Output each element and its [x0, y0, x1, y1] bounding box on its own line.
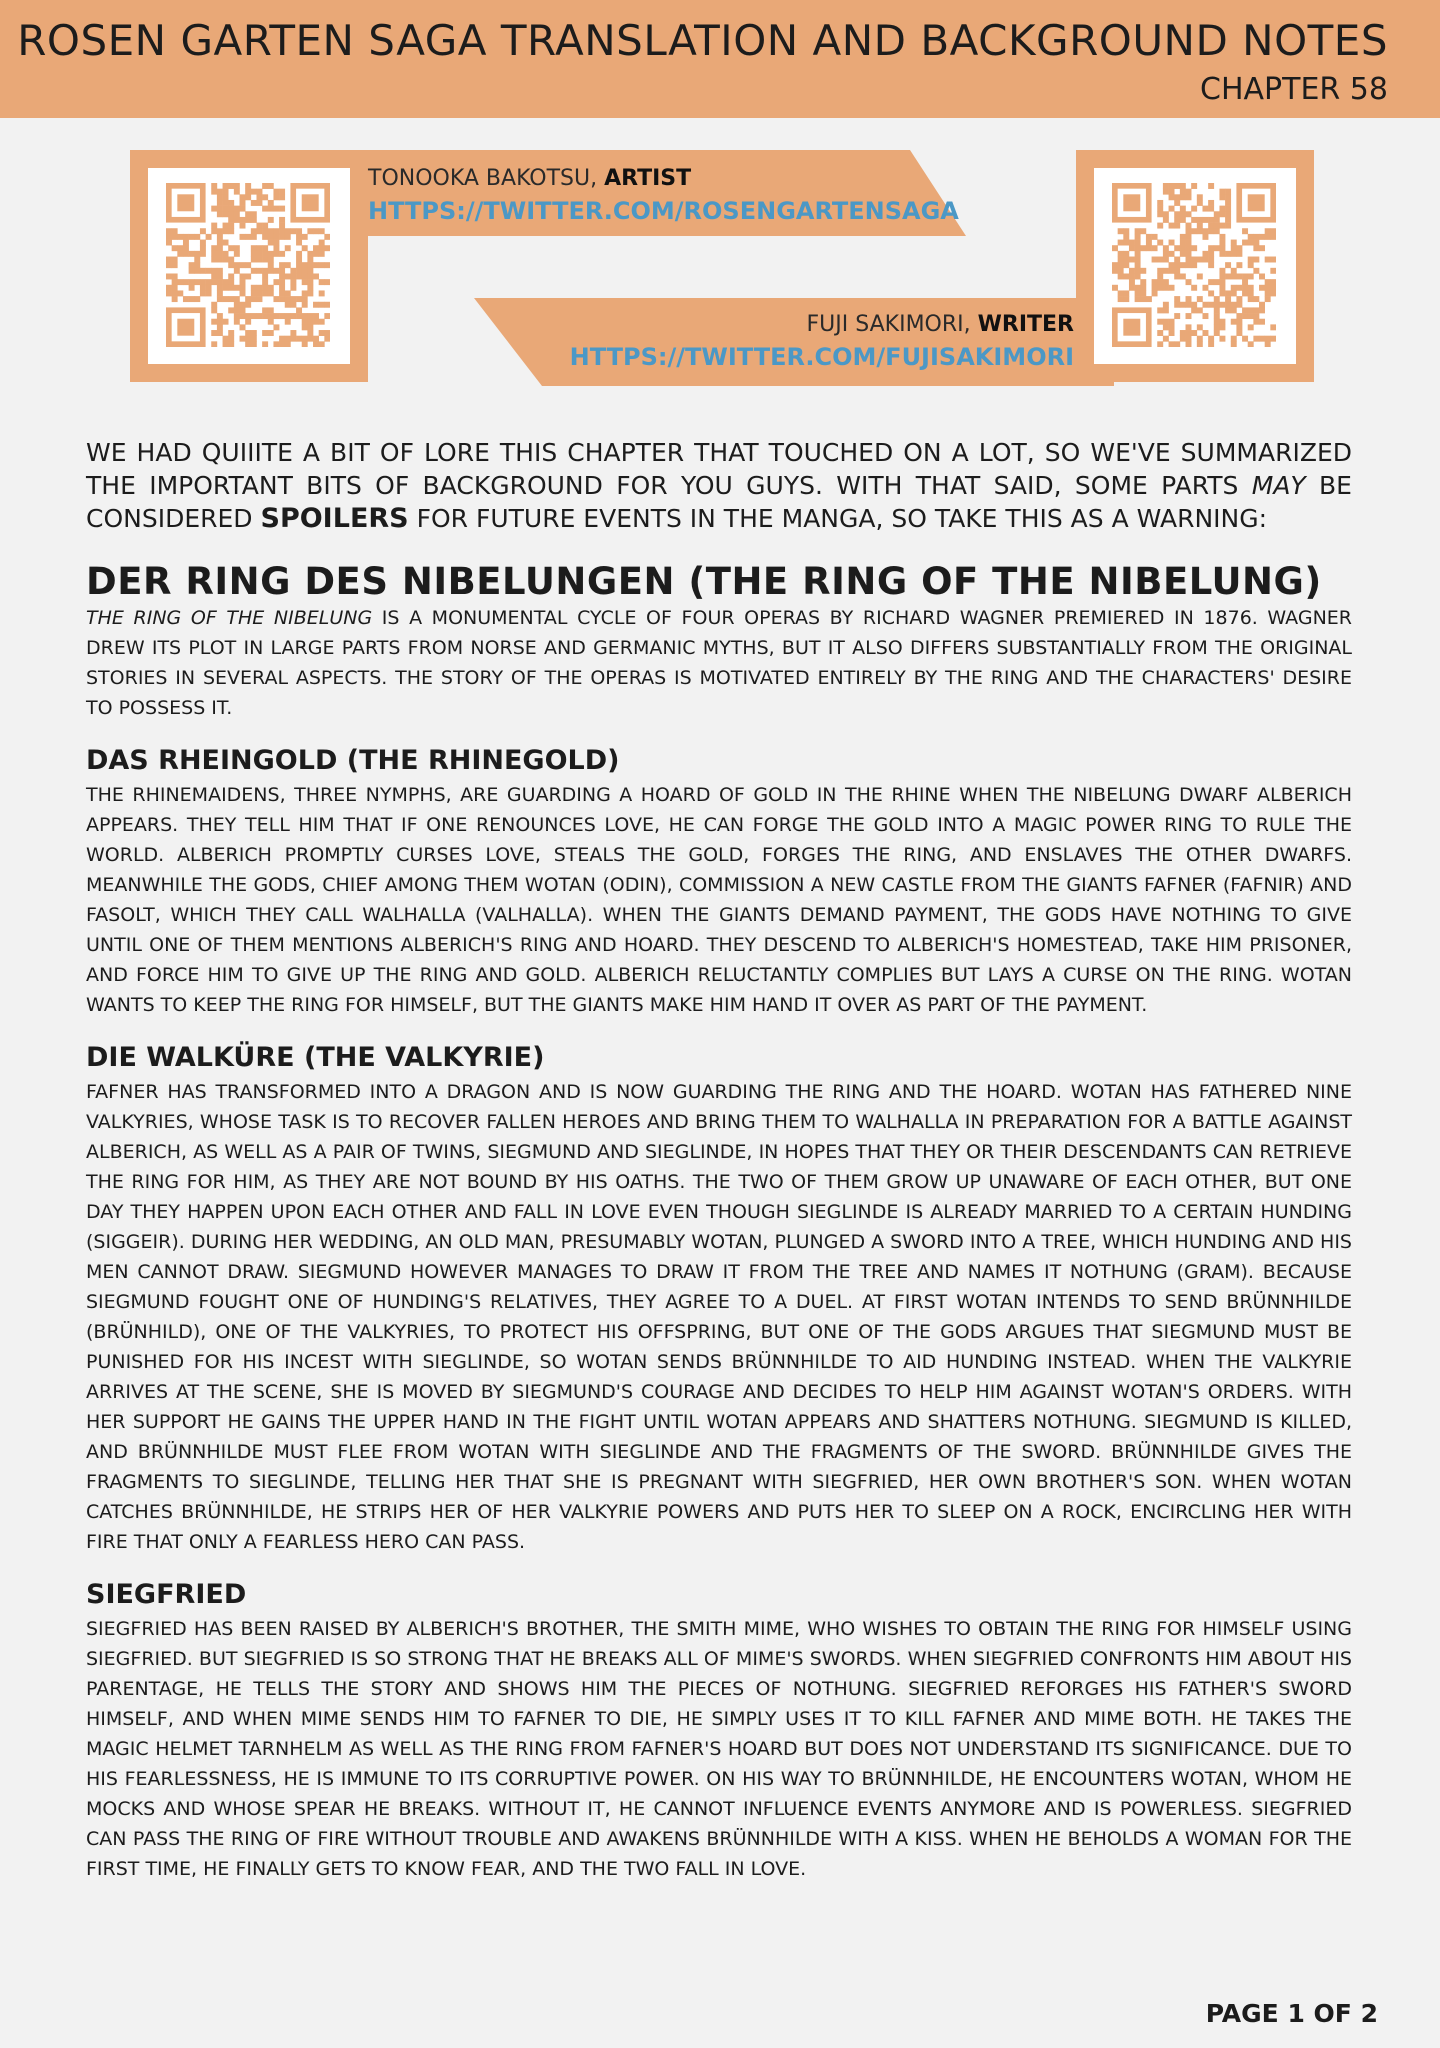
- chapter-label: CHAPTER 58: [1200, 72, 1388, 107]
- intro-emphasis: MAY: [1251, 471, 1306, 500]
- writer-credit: [570, 312, 1074, 371]
- artist-credit: [368, 166, 959, 225]
- artist-name: TONOOKA BAKOTSU,: [368, 166, 605, 191]
- section-heading-rheingold: DAS RHEINGOLD (THE RHINEGOLD): [86, 745, 620, 776]
- opera-title: THE RING OF THE NIBELUNG: [86, 607, 373, 629]
- writer-name: FUJI SAKIMORI,: [806, 312, 978, 337]
- main-content: [86, 436, 1352, 1884]
- section-text-walkure: FAFNER HAS TRANSFORMED INTO A DRAGON AND IS NOW GUARDING THE RING AND THE HOARD. WOTAN HAS FATHERED NINE VALKYRIES, WHOSE TASK IS TO RECOVER FALLEN HEROES AND BRING THEM TO WALHALLA IN PREPARATION FOR A BATTLE AGAINST ALBERICH, AS WELL AS A PAIR OF TWINS, SIEGMUND AND SIEGLINDE, IN HOPES THAT THEY OR THEIR DESCENDANTS CAN RETRIEVE THE RING FOR HIM, AS THEY ARE NOT BOUND BY HIS OATHS. THE TWO OF THEM GROW UP UNAWARE OF EACH OTHER, BUT ONE DAY THEY HAPPEN UPON EACH OTHER AND FALL IN LOVE EVEN THOUGH SIEGLINDE IS ALREADY MARRIED TO A CERTAIN HUNDING (SIGGEIR). DURING HER WEDDING, AN OLD MAN, PRESUMABLY WOTAN, PLUNGED A SWORD INTO A TREE, WHICH HUNDING AND HIS MEN CANNOT DRAW. SIEGMUND HOWEVER MANAGES TO DRAW IT FROM THE TREE AND NAMES IT NOTHUNG (GRAM). BECAUSE SIEGMUND FOUGHT ONE OF HUNDING'S RELATIVES, THEY AGREE TO A DUEL. AT FIRST WOTAN INTENDS TO SEND BRÜNNHILDE (BRÜNHILD), ONE OF THE VALKYRIES, TO PROTECT HIS OFFSPRING, BUT ONE OF THE GODS ARGUES THAT SIEGMUND MUST BE PUNISHED FOR HIS INCEST WITH SIEGLINDE, SO WOTAN SENDS BRÜNNHILDE TO AID HUNDING INSTEAD. WHEN THE VALKYRIE ARRIVES AT THE SCENE, SHE IS MOVED BY SIEGMUND'S COURAGE AND DECIDES TO HELP HIM AGAINST WOTAN'S ORDERS. WITH HER SUPPORT HE GAINS THE UPPER HAND IN THE FIGHT UNTIL WOTAN APPEARS AND SHATTERS NOTHUNG. SIEGMUND IS KILLED, AND BRÜNNHILDE MUST FLEE FROM WOTAN WITH SIEGLINDE AND THE FRAGMENTS OF THE SWORD. BRÜNNHILDE GIVES THE FRAGMENTS TO SIEGLINDE, TELLING HER THAT SHE IS PREGNANT WITH SIEGFRIED, HER OWN BROTHER'S SON. WHEN WOTAN CATCHES BRÜNNHILDE, HE STRIPS HER OF HER VALKYRIE POWERS AND PUTS HER TO SLEEP ON A ROCK, ENCIRCLING HER WITH FIRE THAT ONLY A FEARLESS HERO CAN PASS.: [86, 1081, 1352, 1553]
- ring-text: IS A MONUMENTAL CYCLE OF FOUR OPERAS BY RICHARD WAGNER PREMIERED IN 1876. WAGNER DREW ITS PLOT IN LARGE PARTS FROM NORSE AND GERMANIC MYTHS, BUT IT ALSO DIFFERS SUBSTANTIALLY FROM THE ORIGINAL STORIES IN SEVERAL ASPECTS. THE STORY OF THE OPERAS IS MOTIVATED ENTIRELY BY THE RING AND THE CHARACTERS' DESIRE TO POSSESS IT.: [86, 607, 1352, 719]
- section-text-rheingold: THE RHINEMAIDENS, THREE NYMPHS, ARE GUARDING A HOARD OF GOLD IN THE RHINE WHEN THE NIBELUNG DWARF ALBERICH APPEARS. THEY TELL HIM THAT IF ONE RENOUNCES LOVE, HE CAN FORGE THE GOLD INTO A MAGIC POWER RING TO RULE THE WORLD. ALBERICH PROMPTLY CURSES LOVE, STEALS THE GOLD, FORGES THE RING, AND ENSLAVES THE OTHER DWARFS. MEANWHILE THE GODS, CHIEF AMONG THEM WOTAN (ODIN), COMMISSION A NEW CASTLE FROM THE GIANTS FAFNER (FAFNIR) AND FASOLT, WHICH THEY CALL WALHALLA (VALHALLA). WHEN THE GIANTS DEMAND PAYMENT, THE GODS HAVE NOTHING TO GIVE UNTIL ONE OF THEM MENTIONS ALBERICH'S RING AND HOARD. THEY DESCEND TO ALBERICH'S HOMESTEAD, TAKE HIM PRISONER, AND FORCE HIM TO GIVE UP THE RING AND GOLD. ALBERICH RELUCTANTLY COMPLIES BUT LAYS A CURSE ON THE RING. WOTAN WANTS TO KEEP THE RING FOR HIMSELF, BUT THE GIANTS MAKE HIM HAND IT OVER AS PART OF THE PAYMENT.: [86, 784, 1352, 1016]
- qr-code-icon[interactable]: [1112, 183, 1276, 347]
- ring-heading: DER RING DES NIBELUNGEN (THE RING OF THE NIBELUNG): [86, 560, 1322, 603]
- section-text-siegfried: SIEGFRIED HAS BEEN RAISED BY ALBERICH'S BROTHER, THE SMITH MIME, WHO WISHES TO OBTAIN THE RING FOR HIMSELF USING SIEGFRIED. BUT SIEGFRIED IS SO STRONG THAT HE BREAKS ALL OF MIME'S SWORDS. WHEN SIEGFRIED CONFRONTS HIM ABOUT HIS PARENTAGE, HE TELLS THE STORY AND SHOWS HIM THE PIECES OF NOTHUNG. SIEGFRIED REFORGES HIS FATHER'S SWORD HIMSELF, AND WHEN MIME SENDS HIM TO FAFNER TO DIE, HE SIMPLY USES IT TO KILL FAFNER AND MIME BOTH. HE TAKES THE MAGIC HELMET TARNHELM AS WELL AS THE RING FROM FAFNER'S HOARD BUT DOES NOT UNDERSTAND ITS SIGNIFICANCE. DUE TO HIS FEARLESSNESS, HE IS IMMUNE TO ITS CORRUPTIVE POWER. ON HIS WAY TO BRÜNNHILDE, HE ENCOUNTERS WOTAN, WHOM HE MOCKS AND WHOSE SPEAR HE BREAKS. WITHOUT IT, HE CANNOT INFLUENCE EVENTS ANYMORE AND IS POWERLESS. SIEGFRIED CAN PASS THE RING OF FIRE WITHOUT TROUBLE AND AWAKENS BRÜNNHILDE WITH A KISS. WHEN HE BEHOLDS A WOMAN FOR THE FIRST TIME, HE FINALLY GETS TO KNOW FEAR, AND THE TWO FALL IN LOVE.: [86, 1618, 1352, 1880]
- intro-text: BE CONSIDERED: [86, 471, 1352, 533]
- artist-role: ARTIST: [604, 166, 692, 191]
- spoiler-warning: SPOILERS: [260, 503, 409, 534]
- intro-paragraph: [86, 436, 1352, 535]
- intro-text: WE HAD QUIIITE A BIT OF LORE THIS CHAPTER THAT TOUCHED ON A LOT, SO WE'VE SUMMARIZED THE IMPORTANT BITS OF BACKGROUND FOR YOU GUYS. WITH THAT SAID, SOME PARTS: [86, 438, 1352, 500]
- writer-link[interactable]: HTTPS://TWITTER.COM/FUJISAKIMORI: [569, 343, 1074, 371]
- qr-code-icon[interactable]: [166, 183, 330, 347]
- artist-qr-frame: [130, 150, 368, 382]
- section-heading-walkure: DIE WALKÜRE (THE VALKYRIE): [86, 1042, 545, 1073]
- ring-paragraph: [86, 603, 1352, 723]
- section-heading-siegfried: SIEGFRIED: [86, 1579, 247, 1610]
- header-bar: [0, 0, 1440, 118]
- writer-qr-frame: [1076, 150, 1314, 382]
- page-title: ROSEN GARTEN SAGA TRANSLATION AND BACKGROUND NOTES: [17, 16, 1388, 65]
- intro-text: FOR FUTURE EVENTS IN THE MANGA, SO TAKE THIS AS A WARNING:: [408, 504, 1268, 533]
- page-number: PAGE 1 OF 2: [1205, 1999, 1378, 2028]
- writer-role: WRITER: [977, 312, 1074, 337]
- artist-link[interactable]: HTTPS://TWITTER.COM/ROSENGARTENSAGA: [368, 197, 959, 225]
